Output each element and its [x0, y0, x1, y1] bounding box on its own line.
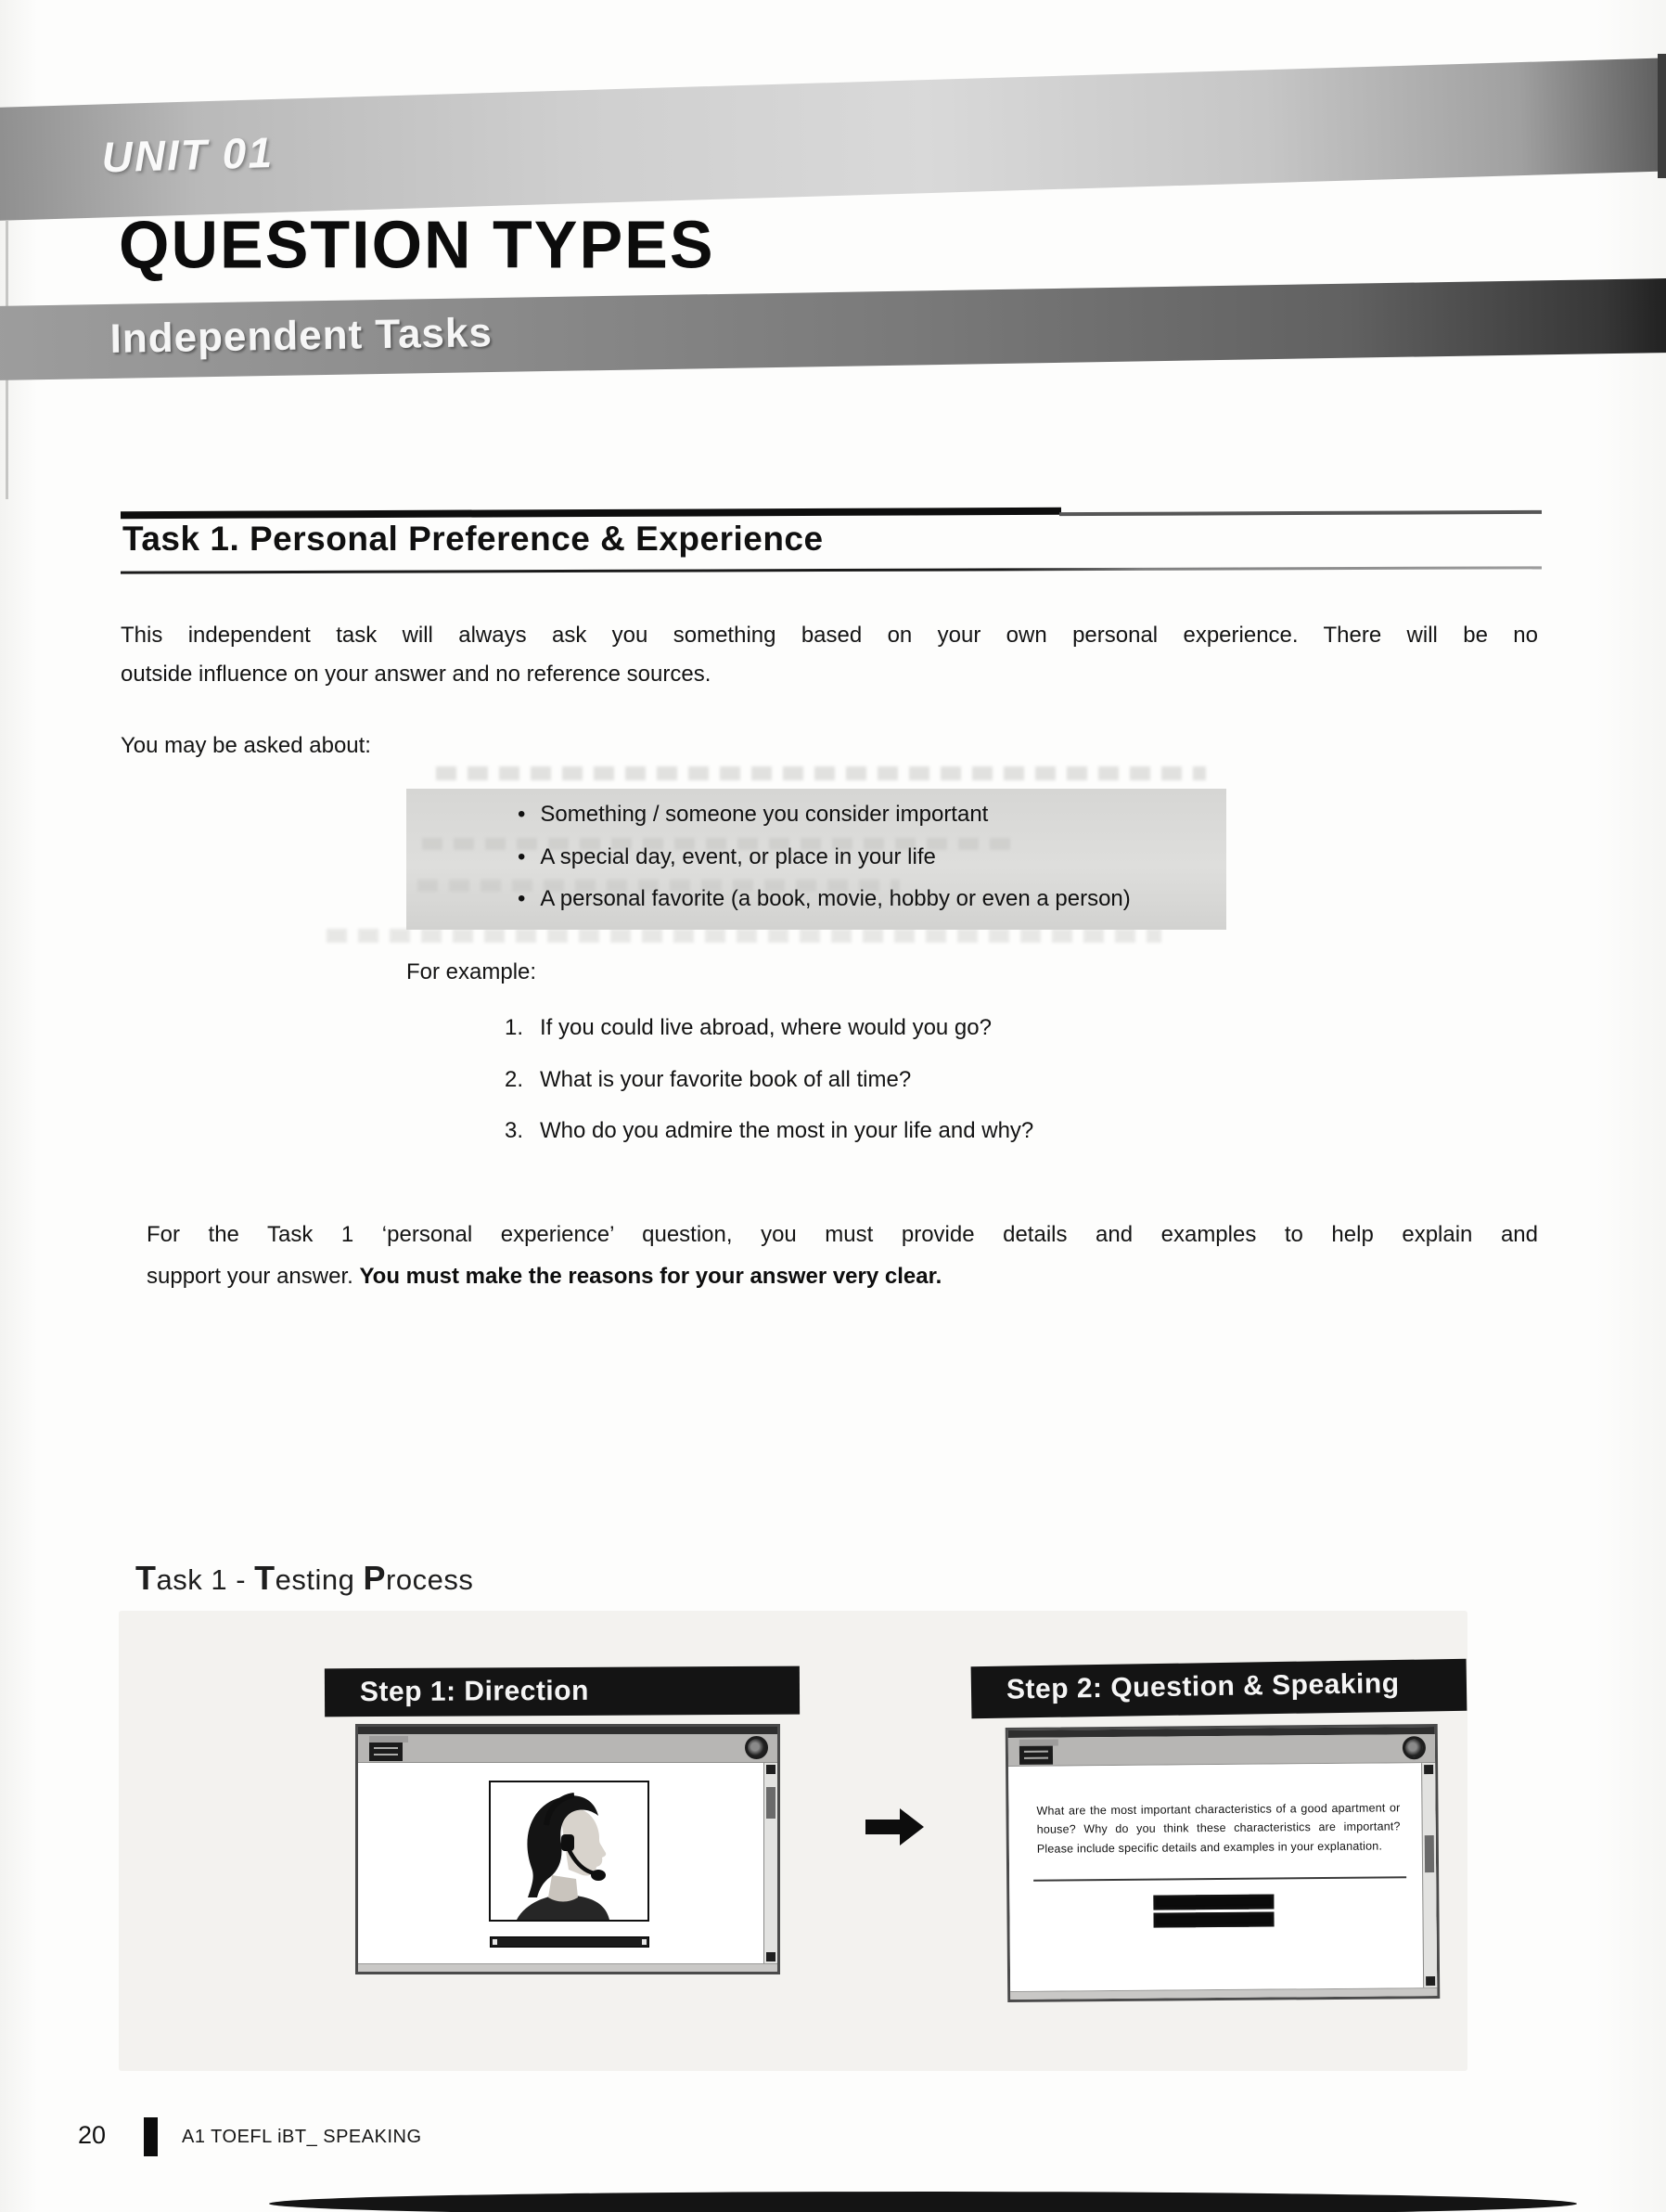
test-screen-content	[358, 1763, 777, 1963]
headset-speaker-illustration	[491, 1782, 647, 1920]
list-item-text: What is your favorite book of all time?	[540, 1067, 912, 1092]
page-subtitle: Independent Tasks	[109, 310, 493, 362]
heading-rule-extension	[1059, 510, 1542, 516]
note-line-1: For the Task 1 ‘personal experience’ question, you must provide details and examples to help explain and	[147, 1222, 1538, 1247]
process-heading	[135, 1559, 473, 1598]
step2-screenshot	[1006, 1724, 1441, 2002]
list-item-number: 2.	[504, 1067, 523, 1092]
headset-speaker-photo	[489, 1781, 649, 1922]
list-item	[495, 1067, 911, 1093]
process-heading-cap: T	[254, 1559, 276, 1597]
process-heading-text: rocess	[386, 1563, 474, 1596]
scrollbar-thumb	[1425, 1835, 1434, 1872]
bleed-through-ghost	[422, 838, 1016, 850]
heading-rule-thick	[121, 508, 1061, 519]
bleed-through-ghost	[327, 929, 1161, 943]
test-screen-content	[1008, 1763, 1437, 1991]
list-item	[518, 802, 988, 828]
note-line-2: support your answer.	[147, 1264, 360, 1289]
audio-progress-bar	[490, 1936, 649, 1948]
step1-label: Step 1: Direction	[359, 1675, 589, 1708]
process-heading-cap: T	[135, 1559, 157, 1597]
list-item-text: A special day, event, or place in your life	[540, 844, 936, 869]
bleed-through-ghost	[417, 880, 900, 892]
clock-icon	[745, 1736, 768, 1759]
note-paragraph	[147, 1214, 1538, 1297]
clock-icon	[1403, 1736, 1426, 1759]
bleed-through-ghost	[436, 766, 1206, 780]
unit-label: UNIT 01	[100, 127, 275, 182]
list-item-number: 3.	[504, 1118, 523, 1143]
list-item-text: If you could live abroad, where would you go?	[540, 1015, 992, 1040]
example-label: For example:	[406, 959, 537, 984]
asked-about-label: You may be asked about:	[121, 733, 371, 758]
book-title: A1 TOEFL iBT_ SPEAKING	[182, 2127, 422, 2147]
preparation-time-bar	[1153, 1895, 1274, 1910]
step2-header	[971, 1659, 1467, 1718]
page-bottom-scan-shadow	[269, 2192, 1577, 2212]
scroll-down-icon	[1426, 1976, 1435, 1986]
page-number: 20	[78, 2121, 107, 2149]
list-item-text: A personal favorite (a book, movie, hobby or even a person)	[540, 886, 1131, 911]
question-divider-line	[1033, 1876, 1406, 1882]
step1-header	[325, 1666, 800, 1717]
asked-about-box	[406, 789, 1226, 930]
window-titlebar	[358, 1727, 777, 1734]
scrollbar-thumb	[766, 1787, 775, 1819]
process-heading-text: esting	[275, 1563, 364, 1596]
intro-line-1: This independent task will always ask you something based on your own personal experience. There will be no	[121, 623, 1538, 648]
list-item-number: 1.	[504, 1015, 523, 1040]
intro-paragraph	[121, 616, 1538, 694]
page-title: QUESTION TYPES	[119, 207, 715, 283]
list-item-text: Who do you admire the most in your life and why?	[540, 1118, 1034, 1143]
process-heading-text: ask 1 -	[156, 1563, 255, 1596]
speaking-question-text: What are the most important characteristics of a good apartment or house? Why do you think these characteristics are important? Please include specific details and examples in your explanation.	[1036, 1801, 1401, 1856]
subtitle-banner	[0, 278, 1666, 380]
right-arrow-icon	[865, 1807, 925, 1846]
list-item	[495, 1118, 1033, 1144]
bullet-icon: •	[518, 844, 526, 869]
toefl-logo-icon	[369, 1743, 403, 1761]
bullet-icon: •	[518, 802, 526, 827]
response-time-bar	[1153, 1912, 1274, 1928]
window-statusbar	[358, 1963, 777, 1972]
list-item	[495, 1015, 992, 1041]
footer-divider-bar	[144, 2117, 158, 2156]
scrollbar	[763, 1763, 777, 1963]
toefl-logo-icon	[1019, 1746, 1053, 1765]
unit-banner	[0, 58, 1666, 221]
bullet-icon: •	[518, 886, 526, 911]
intro-line-2: outside influence on your answer and no reference sources.	[121, 662, 711, 687]
list-item-text: Something / someone you consider important	[540, 802, 989, 827]
scroll-up-icon	[766, 1765, 775, 1774]
toefl-logo-text	[369, 1736, 408, 1743]
step1-screenshot	[355, 1724, 780, 1974]
scroll-up-icon	[1424, 1765, 1433, 1774]
section-heading: Task 1. Personal Preference & Experience	[122, 520, 824, 558]
process-heading-cap: P	[363, 1559, 387, 1597]
response-timer-box	[1153, 1895, 1274, 1931]
page-edge-shadow	[1658, 54, 1666, 178]
test-toolbar	[1008, 1734, 1435, 1767]
step2-label: Step 2: Question & Speaking	[1006, 1667, 1400, 1705]
test-toolbar	[358, 1734, 777, 1763]
scrollbar	[1421, 1763, 1437, 1987]
note-bold-text: You must make the reasons for your answer very clear.	[359, 1264, 942, 1289]
scroll-down-icon	[766, 1952, 775, 1961]
heading-underline	[121, 566, 1542, 573]
